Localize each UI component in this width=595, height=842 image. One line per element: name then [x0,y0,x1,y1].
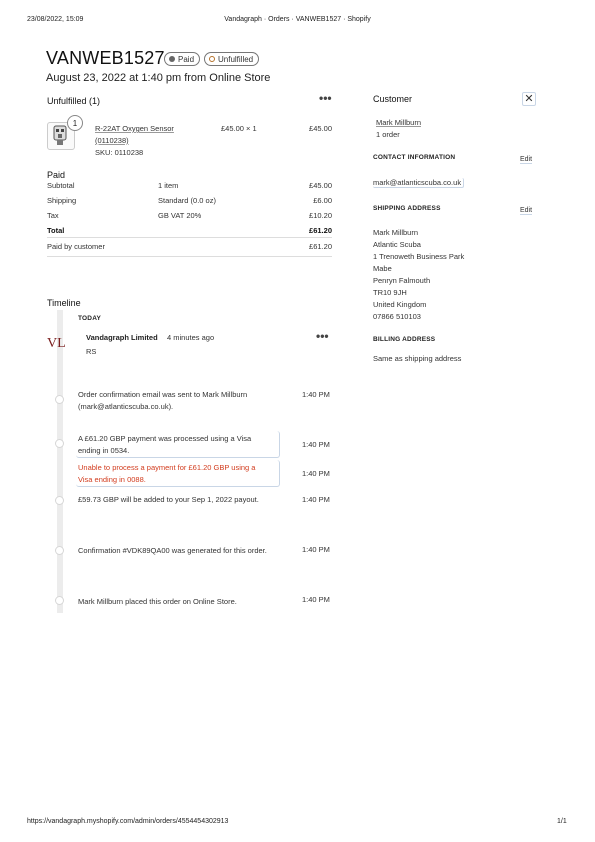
total-amount: £61.20 [309,226,332,235]
comment-author: Vandagraph Limited [86,333,158,342]
unfulfilled-heading: Unfulfilled (1) [47,96,101,106]
event-time: 1:40 PM [302,595,330,604]
billing-address-heading: BILLING ADDRESS [373,336,436,343]
subtotal-label: Subtotal [47,181,75,190]
address-line: 1 Trenoweth Business Park [373,252,465,261]
timeline-dot [55,395,64,404]
paid-badge [164,52,200,66]
total-label: Total [47,226,65,235]
subtotal-detail: 1 item [158,181,179,190]
event-time: 1:40 PM [302,545,330,554]
event-time: 1:40 PM [302,469,330,478]
subtotal-amount: £45.00 [309,181,332,190]
order-date-line: August 23, 2022 at 1:40 pm from Online Store [46,72,271,84]
comment-text: RS [86,347,97,356]
paid-by-customer-label: Paid by customer [47,242,105,251]
tax-amount: £10.20 [309,211,332,220]
shipping-detail: Standard (0.0 oz) [158,196,216,205]
customer-name[interactable]: Mark Millburn [376,118,422,127]
product-total: £45.00 [309,124,332,133]
customer-orders: 1 order [376,130,400,139]
product-sku: SKU: 0110238 [95,148,144,157]
address-line: Penryn Falmouth [373,276,431,285]
shipping-label: Shipping [47,196,77,205]
edit-contact-button[interactable]: Edit [520,156,533,163]
paid-heading: Paid [47,170,66,180]
event-email-line1: Order confirmation email was sent to Mark Millburn [78,390,248,399]
paid-bottom-divider [47,256,332,257]
product-name-line1[interactable]: R-22AT Oxygen Sensor [95,124,174,133]
order-number: VANWEB1527 [46,48,165,68]
close-icon[interactable]: ✕ [522,92,536,106]
tax-label: Tax [47,211,59,220]
contact-heading: CONTACT INFORMATION [373,154,456,161]
paid-dot-icon [169,56,175,62]
comment-more-icon[interactable]: ••• [316,329,329,343]
event-failed-line2: Visa ending in 0088. [78,475,146,484]
unfulfilled-badge-label: Unfulfilled [218,54,254,64]
address-line: Mark Millburn [373,228,419,237]
event-payment-line2: ending in 0534. [78,446,130,455]
event-time: 1:40 PM [302,495,330,504]
address-line: 07866 510103 [373,312,421,321]
timeline-dot [55,496,64,505]
product-unit-qty: £45.00 × 1 [221,124,257,133]
timeline-rail [57,310,63,613]
event-confirmation: Confirmation #VDK89QA00 was generated for this order. [78,546,267,555]
timeline-heading: Timeline [47,298,81,308]
shipping-amount: £6.00 [313,196,332,205]
event-time: 1:40 PM [302,440,330,449]
address-line: TR10 9JH [373,288,407,297]
shipping-address-heading: SHIPPING ADDRESS [373,205,441,212]
address-line: United Kingdom [373,300,427,309]
comment-time: 4 minutes ago [167,333,215,342]
print-datetime: 23/08/2022, 15:09 [27,16,84,23]
tax-detail: GB VAT 20% [158,211,202,220]
edit-shipping-button[interactable]: Edit [520,207,533,214]
event-payout: £59.73 GBP will be added to your Sep 1, 2022 payout. [78,495,259,504]
timeline-dot [55,596,64,605]
unfulfilled-ring-icon [209,56,215,62]
event-order-placed: Mark Millburn placed this order on Online Store. [78,597,237,606]
event-email-line2: (mark@atlanticscuba.co.uk). [78,402,174,411]
paid-badge-label: Paid [178,54,195,64]
print-title: Vandagraph · Orders · VANWEB1527 · Shopify [224,16,371,23]
customer-heading: Customer [373,94,413,104]
print-url: https://vandagraph.myshopify.com/admin/orders/4554454302913 [27,818,229,825]
paid-by-customer-amount: £61.20 [309,242,332,251]
timeline-dot [55,439,64,448]
address-line: Atlantic Scuba [373,240,421,249]
paid-divider [47,237,332,238]
print-page-number: 1/1 [557,818,567,825]
quantity-badge: 1 [67,115,83,131]
timeline-dot [55,546,64,555]
address-line: Mabe [373,264,392,273]
event-failed-line1: Unable to process a payment for £61.20 GBP using a [78,463,256,472]
unfulfilled-badge [204,52,259,66]
avatar: VL [47,336,66,351]
timeline-today-label: TODAY [78,315,102,322]
product-name-line2[interactable]: (0110238) [95,136,129,145]
unfulfilled-more-icon[interactable]: ••• [319,91,332,105]
billing-address-text: Same as shipping address [373,354,462,363]
event-time: 1:40 PM [302,390,330,399]
event-payment-line1: A £61.20 GBP payment was processed using a Visa [78,434,252,443]
customer-email[interactable]: mark@atlanticscuba.co.uk [373,178,464,188]
